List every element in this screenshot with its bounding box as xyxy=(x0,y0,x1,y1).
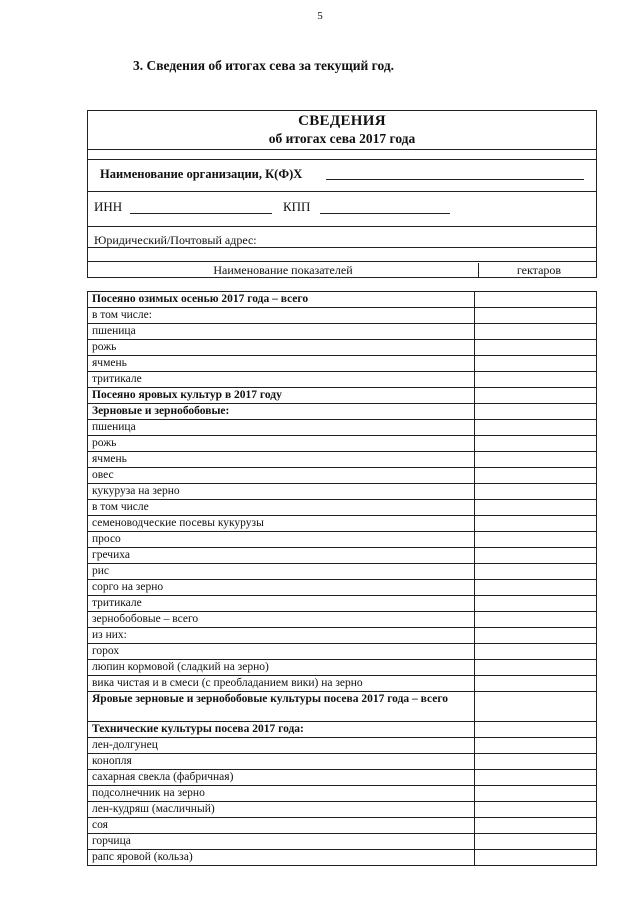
row-label: рожь xyxy=(88,340,475,356)
hectares-cell[interactable] xyxy=(475,452,597,468)
table-row xyxy=(88,818,597,834)
table-row xyxy=(88,644,597,660)
column-header-unit: гектаров xyxy=(478,263,599,278)
hectares-cell[interactable] xyxy=(475,420,597,436)
table-row xyxy=(88,340,597,356)
hectares-cell[interactable] xyxy=(475,722,597,738)
row-label: овес xyxy=(88,468,475,484)
hectares-cell[interactable] xyxy=(475,532,597,548)
table-row xyxy=(88,786,597,802)
table-row xyxy=(88,292,597,308)
row-label: лен-кудряш (масличный) xyxy=(88,802,475,818)
table-row xyxy=(88,500,597,516)
divider xyxy=(88,247,596,248)
address-label: Юридический/Почтовый адрес: xyxy=(94,233,257,247)
table-row xyxy=(88,692,597,722)
hectares-cell[interactable] xyxy=(475,324,597,340)
row-label: Технические культуры посева 2017 года: xyxy=(88,722,475,738)
kpp-label: КПП xyxy=(283,199,311,214)
hectares-cell[interactable] xyxy=(475,786,597,802)
row-label: зернобобовые – всего xyxy=(88,612,475,628)
row-label: Яровые зерновые и зернобобовые культуры посева 2017 года – всего xyxy=(88,692,475,722)
organization-label: Наименование организации, К(Ф)Х xyxy=(100,167,303,181)
row-label: сахарная свекла (фабричная) xyxy=(88,770,475,786)
row-label: ячмень xyxy=(88,452,475,468)
row-label: рис xyxy=(88,564,475,580)
row-label: ячмень xyxy=(88,356,475,372)
hectares-cell[interactable] xyxy=(475,770,597,786)
inn-label: ИНН xyxy=(94,199,123,214)
hectares-cell[interactable] xyxy=(475,564,597,580)
row-label: конопля xyxy=(88,754,475,770)
hectares-cell[interactable] xyxy=(475,500,597,516)
table-row xyxy=(88,676,597,692)
hectares-cell[interactable] xyxy=(475,754,597,770)
table-row xyxy=(88,516,597,532)
table-row xyxy=(88,580,597,596)
hectares-cell[interactable] xyxy=(475,692,597,722)
row-label: Посеяно озимых осенью 2017 года – всего xyxy=(88,292,475,308)
row-label: Зерновые и зернобобовые: xyxy=(88,404,475,420)
hectares-cell[interactable] xyxy=(475,340,597,356)
table-row xyxy=(88,388,597,404)
row-label: вика чистая и в смеси (с преобладанием вики) на зерно xyxy=(88,676,475,692)
row-label: рапс яровой (кольза) xyxy=(88,850,475,866)
hectares-cell[interactable] xyxy=(475,818,597,834)
row-label: лен-долгунец xyxy=(88,738,475,754)
organization-field[interactable] xyxy=(326,179,584,180)
row-label: пшеница xyxy=(88,324,475,340)
table-row xyxy=(88,356,597,372)
row-label: гречиха xyxy=(88,548,475,564)
row-label: Посеяно яровых культур в 2017 году xyxy=(88,388,475,404)
hectares-cell[interactable] xyxy=(475,436,597,452)
row-label: горох xyxy=(88,644,475,660)
row-label: люпин кормовой (сладкий на зерно) xyxy=(88,660,475,676)
table-row xyxy=(88,372,597,388)
table-row xyxy=(88,532,597,548)
hectares-cell[interactable] xyxy=(475,516,597,532)
hectares-cell[interactable] xyxy=(475,372,597,388)
row-label: соя xyxy=(88,818,475,834)
table-row xyxy=(88,722,597,738)
row-label: кукуруза на зерно xyxy=(88,484,475,500)
table-row xyxy=(88,596,597,612)
table-row xyxy=(88,420,597,436)
row-label: сорго на зерно xyxy=(88,580,475,596)
table-row xyxy=(88,484,597,500)
table-row xyxy=(88,564,597,580)
table-row xyxy=(88,548,597,564)
hectares-cell[interactable] xyxy=(475,468,597,484)
sowing-data-table xyxy=(87,291,597,866)
hectares-cell[interactable] xyxy=(475,292,597,308)
table-row xyxy=(88,436,597,452)
hectares-cell[interactable] xyxy=(475,802,597,818)
divider xyxy=(88,261,596,262)
hectares-cell[interactable] xyxy=(475,580,597,596)
hectares-cell[interactable] xyxy=(475,628,597,644)
hectares-cell[interactable] xyxy=(475,834,597,850)
hectares-cell[interactable] xyxy=(475,596,597,612)
table-row xyxy=(88,468,597,484)
row-label: тритикале xyxy=(88,596,475,612)
table-row xyxy=(88,628,597,644)
hectares-cell[interactable] xyxy=(475,738,597,754)
row-label: в том числе: xyxy=(88,308,475,324)
kpp-field[interactable] xyxy=(320,213,450,214)
table-row xyxy=(88,612,597,628)
row-label: из них: xyxy=(88,628,475,644)
row-label: рожь xyxy=(88,436,475,452)
table-row xyxy=(88,754,597,770)
row-label: тритикале xyxy=(88,372,475,388)
row-label: семеноводческие посевы кукурузы xyxy=(88,516,475,532)
hectares-cell[interactable] xyxy=(475,644,597,660)
page-number: 5 xyxy=(317,10,323,22)
row-label: просо xyxy=(88,532,475,548)
table-row xyxy=(88,308,597,324)
hectares-cell[interactable] xyxy=(475,484,597,500)
section-title: 3. Сведения об итогах сева за текущий год. xyxy=(133,58,395,73)
table-row xyxy=(88,770,597,786)
hectares-cell[interactable] xyxy=(475,388,597,404)
divider xyxy=(88,191,596,192)
hectares-cell[interactable] xyxy=(475,850,597,866)
table-row xyxy=(88,452,597,468)
report-title: СВЕДЕНИЯ xyxy=(298,113,386,129)
report-header-box xyxy=(87,110,597,278)
divider xyxy=(88,226,596,227)
divider xyxy=(88,149,596,150)
report-subtitle: об итогах сева 2017 года xyxy=(268,131,416,146)
table-row xyxy=(88,660,597,676)
table-row xyxy=(88,738,597,754)
hectares-cell[interactable] xyxy=(475,548,597,564)
table-row xyxy=(88,404,597,420)
row-label: в том числе xyxy=(88,500,475,516)
hectares-cell[interactable] xyxy=(475,308,597,324)
hectares-cell[interactable] xyxy=(475,676,597,692)
hectares-cell[interactable] xyxy=(475,404,597,420)
hectares-cell[interactable] xyxy=(475,612,597,628)
row-label: пшеница xyxy=(88,420,475,436)
hectares-cell[interactable] xyxy=(475,356,597,372)
table-row xyxy=(88,850,597,866)
hectares-cell[interactable] xyxy=(475,660,597,676)
table-row xyxy=(88,802,597,818)
row-label: подсолнечник на зерно xyxy=(88,786,475,802)
divider xyxy=(88,159,596,160)
column-header-indicator: Наименование показателей xyxy=(213,263,353,277)
table-row xyxy=(88,834,597,850)
inn-field[interactable] xyxy=(130,213,272,214)
table-row xyxy=(88,324,597,340)
row-label: горчица xyxy=(88,834,475,850)
